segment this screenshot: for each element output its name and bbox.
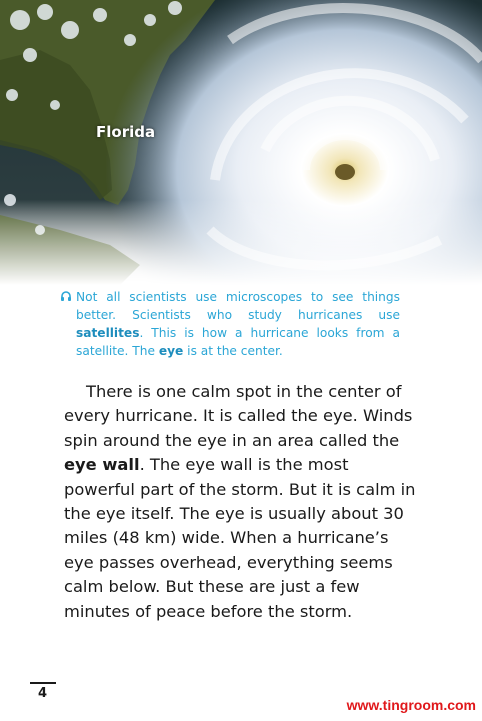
florida-map-label: Florida: [96, 123, 156, 141]
body-text-2: . The eye wall is the most powerful part of the storm. But it is calm in the eye itself. The eye is usually about 30 miles (48 km) wide. When a hurricane’s eye passes overhead, everything seems calm below. But these are just a few minutes of peace before the storm.: [64, 455, 416, 621]
hurricane-satellite-photo: [0, 0, 482, 285]
body-text-1: There is one calm spot in the center of every hurricane. It is called the eye. Winds spin around the eye in an area called the: [64, 382, 413, 450]
caption-term-satellites: satellites: [76, 326, 140, 340]
body-paragraph: [64, 380, 416, 624]
headphones-icon: [60, 290, 72, 302]
page-number-rule: [30, 682, 56, 684]
satellite-image: [0, 0, 482, 285]
caption-term-eye: eye: [158, 344, 184, 358]
photo-caption: [60, 288, 400, 360]
caption-text-1: Not all scientists use microscopes to see things better. Scientists who study hurricanes use: [76, 290, 400, 322]
page-number: 4: [38, 686, 48, 701]
watermark: www.tingroom.com: [346, 697, 476, 713]
body-term-eye-wall: eye wall: [64, 455, 140, 475]
caption-text-2: . This is how a hurricane looks from a satellite. The: [76, 326, 400, 358]
caption-text-3: is at the center.: [183, 344, 283, 358]
